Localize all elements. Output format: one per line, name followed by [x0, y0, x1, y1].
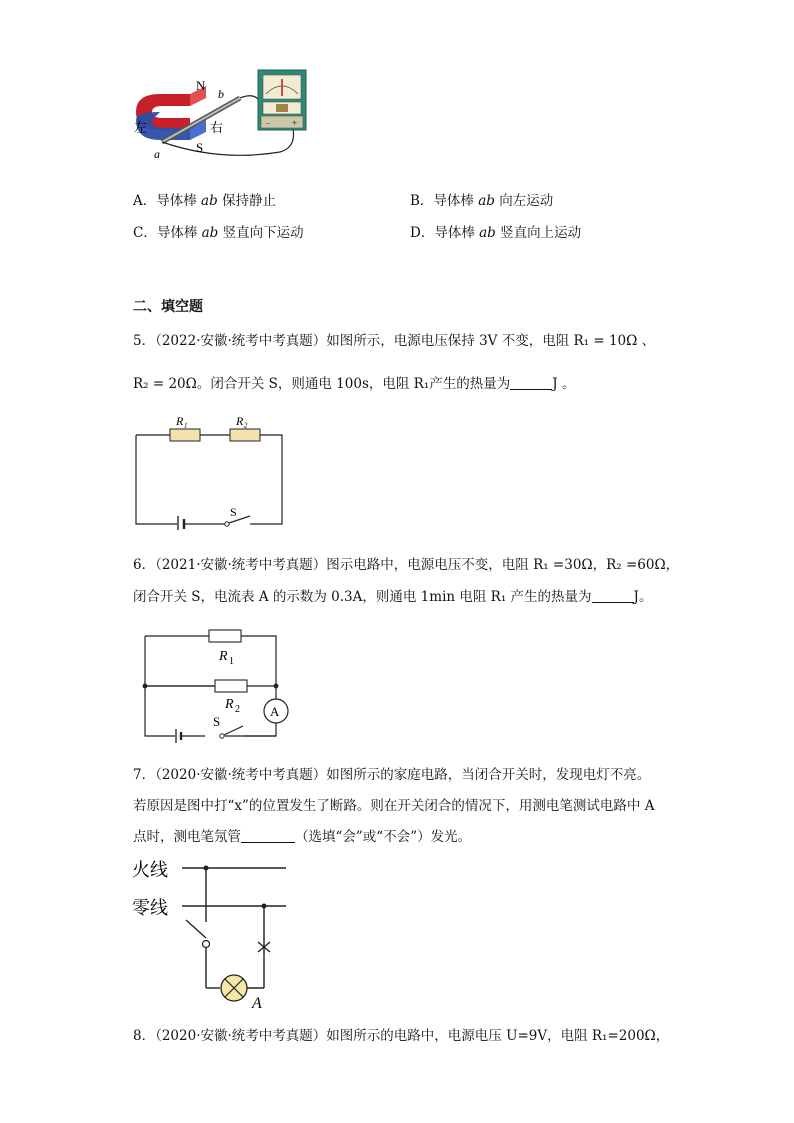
q8-text-line1: 8．（2020·安徽·统考中考真题）如图所示的电路中，电源电压 U=9V，电阻 R₁=200Ω， [133, 1028, 670, 1044]
switch-icon [186, 920, 206, 938]
left-label: 左 [134, 121, 148, 136]
pole-n-label: N [196, 78, 206, 93]
q5-text-line2: R₂ = 20Ω。闭合开关 S，则通电 100s，电阻 R₁产生的热量为 J 。 [133, 376, 576, 392]
svg-text:+: + [292, 118, 298, 128]
q7-text-line3: 点时，测电笔氖管 （选填“会”或“不会”）发光。 [133, 829, 472, 845]
q5-circuit-diagram [130, 408, 290, 530]
neutral-wire-label: 零线 [132, 898, 168, 919]
q7-text-line2: 若原因是图中打“x”的位置发生了断路。则在开关闭合的情况下，用测电笔测试电路中 A [133, 798, 655, 814]
q7-answer-blank[interactable] [241, 842, 295, 843]
q6-text-line2: 闭合开关 S，电流表 A 的示数为 0.3A，则通电 1min 电阻 R₁ 产生的热量为 J。 [133, 589, 653, 605]
q5-text-line1: 5．（2022·安徽·统考中考真题）如图所示，电源电压保持 3V 不变，电阻 R₁ = 10Ω 、 [133, 333, 656, 349]
svg-text:−: − [266, 119, 271, 128]
q5-answer-blank[interactable] [510, 389, 552, 390]
live-wire-label: 火线 [132, 860, 168, 881]
q7-household-circuit [128, 856, 298, 1014]
galvanometer-icon [256, 68, 308, 132]
point-a-label: A [252, 995, 262, 1012]
label-a: a [154, 147, 160, 161]
section-title: 二、填空题 [133, 299, 203, 315]
right-label: 右 [210, 121, 224, 136]
r2-label: R₂ [236, 414, 248, 428]
svg-text:2: 2 [235, 704, 240, 715]
resistor-r2 [230, 429, 260, 441]
q6-circuit-diagram [135, 626, 305, 746]
resistor-r1 [209, 630, 241, 642]
switch-icon [224, 726, 243, 735]
ammeter-label: A [270, 704, 280, 719]
q4-option-b[interactable]: B．导体棒 ab 向左运动 [410, 193, 554, 209]
q4-option-d[interactable]: D．导体棒 ab 竖直向上运动 [410, 225, 582, 241]
q6-answer-blank[interactable] [592, 602, 634, 603]
resistor-r1 [170, 429, 200, 441]
switch-label: S [230, 505, 237, 519]
switch-label: S [213, 714, 221, 729]
q4-option-a[interactable]: A．导体棒 ab 保持静止 [133, 193, 277, 209]
r1-label: R [219, 649, 228, 664]
q7-text-line1: 7．（2020·安徽·统考中考真题）如图所示的家庭电路，当闭合开关时，发现电灯不亮。 [133, 767, 651, 783]
svg-text:1: 1 [229, 656, 234, 667]
r1-label: R₁ [176, 414, 188, 428]
r2-label: R [225, 697, 234, 712]
resistor-r2 [215, 680, 247, 692]
q4-option-c[interactable]: C．导体棒 ab 竖直向下运动 [133, 225, 304, 241]
q6-text-line1: 6．（2021·安徽·统考中考真题）图示电路中，电源电压不变，电阻 R₁ =30Ω，R₂ =60Ω， [133, 557, 680, 573]
pole-s-label: S [196, 140, 204, 155]
label-b: b [218, 87, 224, 101]
